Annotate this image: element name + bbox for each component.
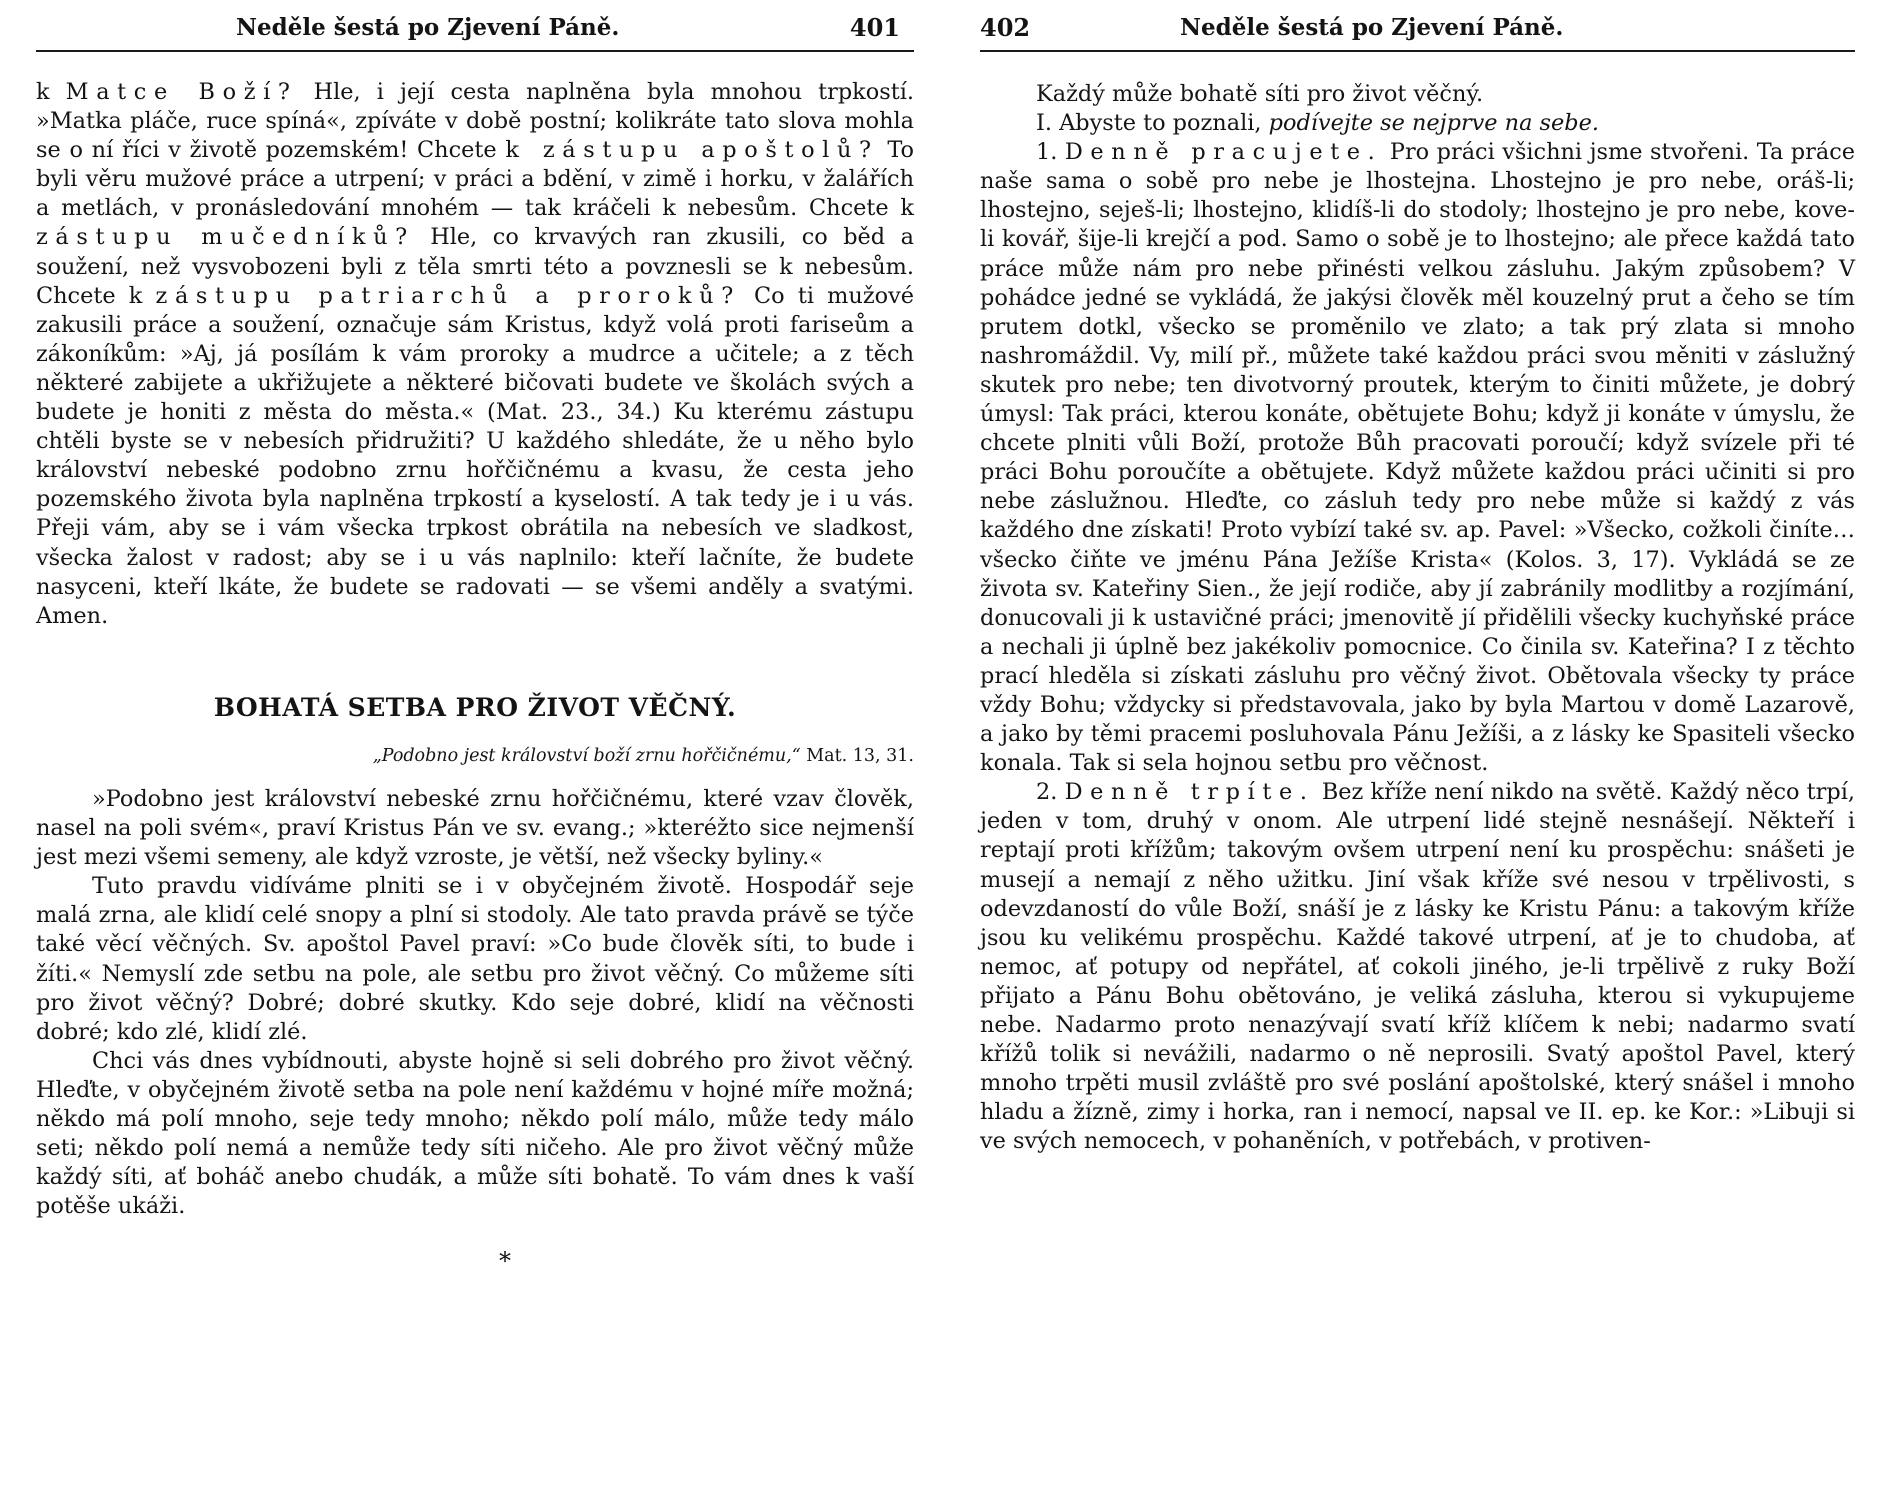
spaced-text: Denně trpíte.: [1064, 779, 1315, 806]
page-number: 402: [980, 13, 1031, 42]
page-body: [980, 80, 1855, 1156]
running-header: [980, 10, 1855, 52]
text-run: 1.: [1036, 139, 1065, 166]
spaced-text: zástupu patriarchů a proroků?: [155, 282, 741, 309]
spaced-text: zástupu mučedníků?: [36, 224, 415, 251]
text-run: To byli věru mužové práce a utrpení; v práci a bdění, v zimě i horku, v žalářích a metlách, v pronásledování mnohém — tak kráčeli k nebesům. Chcete k: [36, 137, 915, 222]
page-body: [36, 78, 914, 1276]
running-header: [36, 10, 914, 52]
paragraph: Chci vás dnes vybídnouti, abyste hojně si seli dobrého pro život věčný. Hleďte, v obyčejném životě setba na pole není každému v hojné míře možná; někdo má polí mnoho, seje tedy mnoho; někdo polí málo, může tedy málo seti; někdo polí nemá a nemůže tedy síti ničeho. Ale pro život věčný může každý síti, ať boháč anebo chudák, a může síti bohatě. To vám dnes k vaší potěše ukáži.: [36, 1047, 914, 1220]
spaced-text: k zástupu apoštolů?: [505, 137, 879, 164]
left-page: [36, 0, 914, 1500]
page-number: 401: [849, 13, 900, 42]
spaced-text: Denně pracujete.: [1064, 139, 1383, 166]
text-run: Bez kříže není nikdo na světě. Každý něco trpí, jeden v tom, druhý v onom. Ale utrpení lidé stejně nesnášejí. Někteří i reptají proti křížům; takovým ovšem utrpení není ku prospěchu: snášeti je musejí a nemají z něho užitku. Jiní však kříže své nesou v trpělivosti, s odevzdaností do vůle Boží, snáší je z lásky ke Kristu Pánu: a takovým kříže jsou ku velikému prospěchu. Každé takové utrpení, ať je to chudoba, ať nemoc, ať potupy od nepřátel, ať cokoli jiného, je-li trpělivě z ruky Boží přijato a Pánu Bohu obětováno, je veliká zásluha, kterou si vykupujeme nebe. Nadarmo proto nenazývají svatí kříž klíčem k nebi; nadarmo svatí křížů tolik si nevážili, nadarmo o ně neprosili. Svatý apoštol Pavel, který mnoho trpěti musil zvláště pro své poslání apoštolské, který snášel i mnoho hladu a žízně, zimy i horka, ran i nemocí, napsal ve II. ep. ke Kor.: »Libuji si ve svých nemocech, v pohaněních, v potřebách, v protiven-: [980, 779, 1855, 1155]
text-run: k: [36, 79, 66, 105]
paragraph: [980, 778, 1855, 1156]
text-run: Co ti mužové zakusili práce a soužení, označuje sám Kristus, když volá proti fariseům a zákoníkům: »Aj, já posílám k vám proroky a mudrce a učitele; a z těch některé zabijete a ukřižujete a některé bičovati budete ve školách svých a budete je honiti z města do města.« (Mat. 23., 34.) Ku kterému zástupu chtěli byste se v nebesích přidružiti? U každého shledáte, že u něho bylo království nebeské podobno zrnu hořčičnému a kvasu, že cesta jeho pozemského života byla naplněna trpkostí a kyselostí. A tak tedy je i u vás. Přeji vám, aby se i vám všecka trpkost obrátila na nebesích ve sladkost, všecka žalost v radost; aby se i u vás naplnilo: kteří lačníte, že budete nasyceni, kteří lkáte, že budete se radovati — se všemi anděly a svatými. Amen.: [36, 282, 915, 629]
text-run: 2.: [1036, 779, 1065, 806]
paragraph: [980, 109, 1855, 138]
paragraph: [980, 138, 1855, 778]
section-separator: *: [499, 1247, 511, 1276]
right-page: [980, 0, 1855, 1500]
paragraph: [36, 78, 914, 631]
text-run: I. Abyste to poznali,: [1036, 110, 1269, 137]
section-heading: BOHATÁ SETBA PRO ŽIVOT VĚČNÝ.: [213, 692, 737, 722]
paragraph: Tuto pravdu vidíváme plniti se i v obyčejném životě. Hospodář seje malá zrna, ale klidí celé snopy a plní si stodoly. Ale tato pravda právě se týče také věcí věčných. Sv. apoštol Pavel praví: »Co bude člověk síti, to bude i žíti.« Nemyslí zde setbu na pole, ale setbu pro život věčný. Co můžeme síti pro život věčný? Dobré; dobré skutky. Kdo seje dobré, klidí na věčnosti dobré; kdo zlé, klidí zlé.: [36, 873, 914, 1045]
header-title: Neděle šestá po Zjevení Páně.: [236, 14, 620, 41]
paragraph: Každý může bohatě síti pro život věčný.: [1036, 81, 1484, 107]
text-run: Pro práci všichni jsme stvořeni. Ta práce naše sama o sobě pro nebe je lhostejna. Lhostejno je pro nebe, oráš-li; lhostejno, seješ-li; lhostejno, klidíš-li do stodoly; lhostejno je pro nebe, kove-li kovář, šije-li krejčí a pod. Samo o sobě je to lhostejno; ale přece každá tato práce může nám pro nebe přinésti velkou zásluhu. Jakým způsobem? V pohádce jedné se vykládá, že jakýsi člověk měl kouzelný prut a čeho se tím prutem dotkl, všecko se proměnilo ve zlato; a tak prý zlata si mnoho nashromáždil. Vy, milí př., můžete také každou práci svou měniti v záslužný skutek pro nebe; ten divotvorný proutek, kterým to činiti můžete, je dobrý úmysl: Tak práci, kterou konáte, obětujete Bohu; když ji konáte v úmyslu, že chcete plniti vůli Boží, protože Bůh pracovati poroučí; když svízele při té práci Bohu poroučíte a obětujete. Když můžete každou práci učiniti si pro nebe záslužnou. Hleďte, co zásluh tedy pro nebe může si každý z vás každého dne získati! Proto vybízí také sv. ap. Pavel: »Všecko, cožkoli činíte… všecko čiňte ve jménu Pána Ježíše Krista« (Kolos. 3, 17). Vykládá se ze života sv. Kateřiny Sien., že její rodiče, aby jí zabránily modlitby a rozjímání, donucovali ji k ustavičné práci; jmenovitě jí přidělili všecky kuchyňské práce a nechali ji úplně bez jakékoliv pomocnice. Co činila sv. Kateřina? I z těchto prací hleděla si získati zásluhu pro věčný život. Obětovala všecky ty práce vždy Bohu; vždycky si představovala, jako by byla Martou v domě Lazarově, a jako by těmi pracemi posluhovala Pánu Ježíši, a z lásky ke Spasiteli všecko konala. Tak si sela hojnou setbu pro věčnost.: [980, 139, 1855, 777]
motto: [36, 742, 914, 771]
header-title: Neděle šestá po Zjevení Páně.: [1180, 14, 1564, 41]
italic-text: podívejte se nejprve na sebe.: [1268, 110, 1599, 137]
spaced-text: Matce Boží?: [65, 79, 298, 105]
text-run: Hle, co krvavých ran zkusili, co běd a soužení, než vysvobozeni byli z těla smrti této a povznesli se k nebesům. Chcete k: [36, 224, 914, 309]
motto-quote: „Podobno jest království boží zrnu hořčičnému,“: [372, 745, 801, 766]
motto-reference: Mat. 13, 31.: [806, 745, 914, 766]
text-run: Hle, i její cesta naplněna byla mnohou trpkostí. »Matka pláče, ruce spíná«, zpíváte v době postní; kolikráte tato slova mohla se o ní říci v životě pozemském! Chcete: [36, 79, 914, 164]
paragraph: »Podobno jest království nebeské zrnu hořčičnému, které vzav člověk, nasel na poli svém«, praví Kristus Pán ve sv. evang.; »kteréžto sice nejmenší jest mezi všemi semeny, ale když vzroste, je větší, než všecky byliny.«: [36, 785, 914, 871]
